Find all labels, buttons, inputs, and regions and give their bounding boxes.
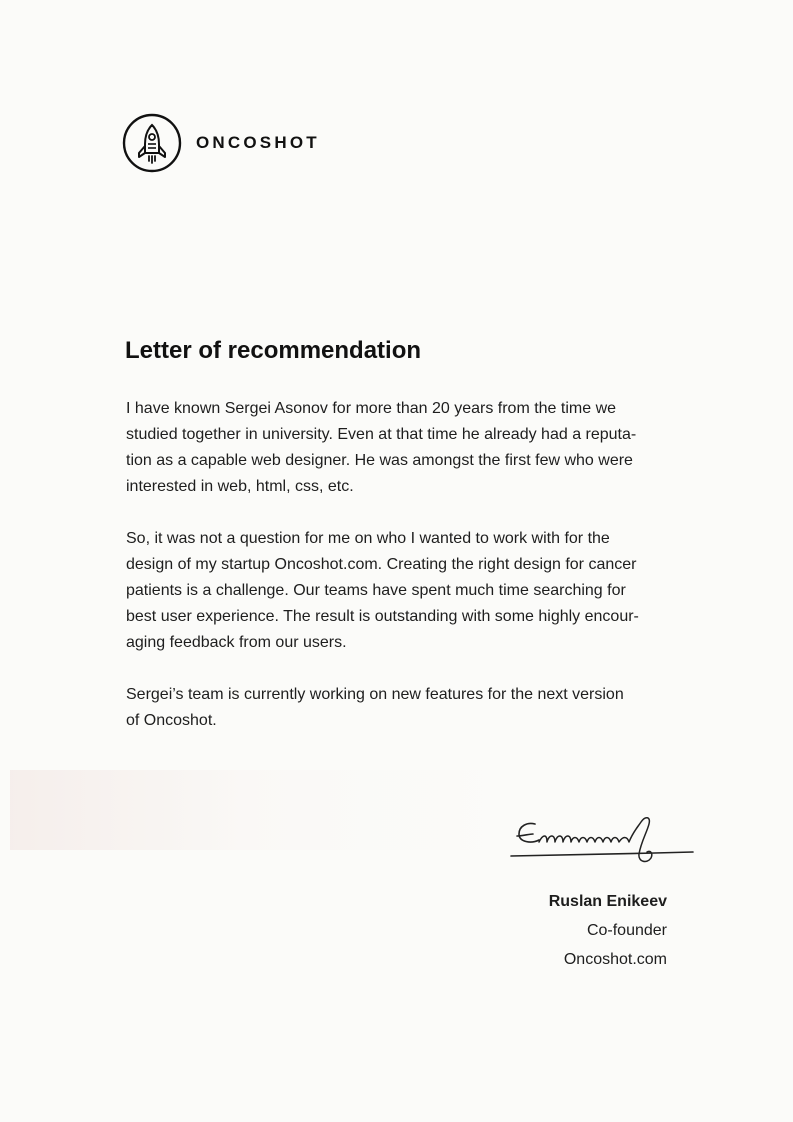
signer-role: Co-founder [586, 922, 667, 939]
letter-title: Letter of recommendation [125, 337, 422, 364]
text-line: tion as a capable web designer. He was amongst the first few who were [126, 452, 633, 469]
paragraph-1 [126, 396, 671, 500]
text-line: aging feedback from our users. [126, 634, 347, 651]
text-line: studied together in university. Even at that time he already had a reputa- [126, 426, 637, 443]
text-line: I have known Sergei Asonov for more than 20 years from the time we [126, 400, 617, 417]
paragraph-3 [126, 682, 671, 734]
text-line: patients is a challenge. Our teams have spent much time searching for [126, 582, 626, 599]
text-line: So, it was not a question for me on who I wanted to work with for the [126, 530, 610, 547]
letter-body [126, 396, 671, 760]
signature-block [549, 887, 667, 974]
brand-name: ONCOSHOT [196, 133, 320, 152]
company-logo [122, 113, 320, 173]
text-line: best user experience. The result is outstanding with some highly encour- [126, 608, 639, 625]
signer-website: Oncoshot.com [563, 951, 667, 968]
handwritten-signature [505, 812, 700, 870]
paragraph-2 [126, 526, 671, 656]
signer-name: Ruslan Enikeev [548, 893, 667, 910]
rocket-icon [122, 113, 182, 173]
text-line: interested in web, html, css, etc. [126, 478, 354, 495]
text-line: design of my startup Oncoshot.com. Creating the right design for cancer [126, 556, 637, 573]
text-line: Sergei’s team is currently working on new features for the next version [126, 686, 624, 703]
text-line: of Oncoshot. [126, 712, 217, 729]
scan-artifact [10, 770, 510, 850]
